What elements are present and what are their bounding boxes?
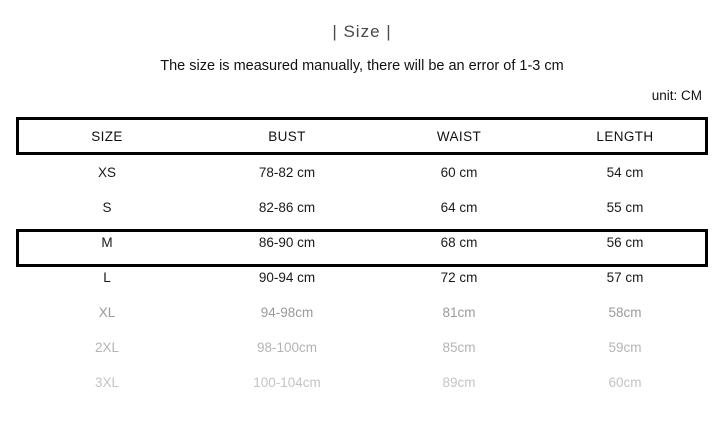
cell-length: 56 cm [606, 235, 644, 250]
table-row[interactable] [16, 260, 708, 295]
cell-waist: 81cm [442, 305, 476, 320]
cell-size: L [103, 270, 111, 285]
table-row[interactable] [16, 330, 708, 365]
cell-bust: 78-82 cm [258, 165, 316, 180]
cell-length: 54 cm [606, 165, 644, 180]
column-header-waist: WAIST [436, 128, 482, 144]
cell-bust: 90-94 cm [258, 270, 316, 285]
cell-size: XS [97, 165, 116, 180]
cell-length: 58cm [608, 305, 642, 320]
column-header-bust: BUST [268, 128, 306, 144]
cell-length: 57 cm [606, 270, 644, 285]
cell-bust: 82-86 cm [258, 200, 316, 215]
table-row[interactable] [16, 365, 708, 400]
cell-length: 55 cm [606, 200, 644, 215]
table-row[interactable] [16, 190, 708, 225]
cell-waist: 68 cm [440, 235, 478, 250]
table-row[interactable] [16, 295, 708, 330]
cell-size: S [102, 200, 112, 215]
size-chart-page [0, 22, 724, 440]
table-row[interactable] [16, 225, 708, 260]
cell-size: 3XL [94, 375, 120, 390]
cell-size: M [101, 235, 113, 250]
cell-size: 2XL [94, 340, 120, 355]
cell-waist: 60 cm [440, 165, 478, 180]
measure-note: The size is measured manually, there will be an error of 1-3 cm [160, 58, 564, 74]
unit-label: unit: CM [651, 88, 702, 103]
cell-waist: 72 cm [440, 270, 478, 285]
cell-length: 60cm [608, 375, 642, 390]
cell-bust: 100-104cm [253, 375, 321, 390]
table-header-row [16, 117, 708, 155]
column-header-length: LENGTH [596, 128, 654, 144]
cell-waist: 89cm [442, 375, 476, 390]
column-header-size: SIZE [91, 128, 123, 144]
cell-waist: 64 cm [440, 200, 478, 215]
cell-waist: 85cm [442, 340, 476, 355]
cell-length: 59cm [608, 340, 642, 355]
cell-size: XL [98, 305, 116, 320]
cell-bust: 86-90 cm [258, 235, 316, 250]
cell-bust: 98-100cm [256, 340, 318, 355]
size-table [16, 117, 708, 400]
table-row[interactable] [16, 155, 708, 190]
page-title: | Size | [332, 22, 392, 41]
size-table-wrapper [0, 117, 724, 400]
cell-bust: 94-98cm [260, 305, 314, 320]
